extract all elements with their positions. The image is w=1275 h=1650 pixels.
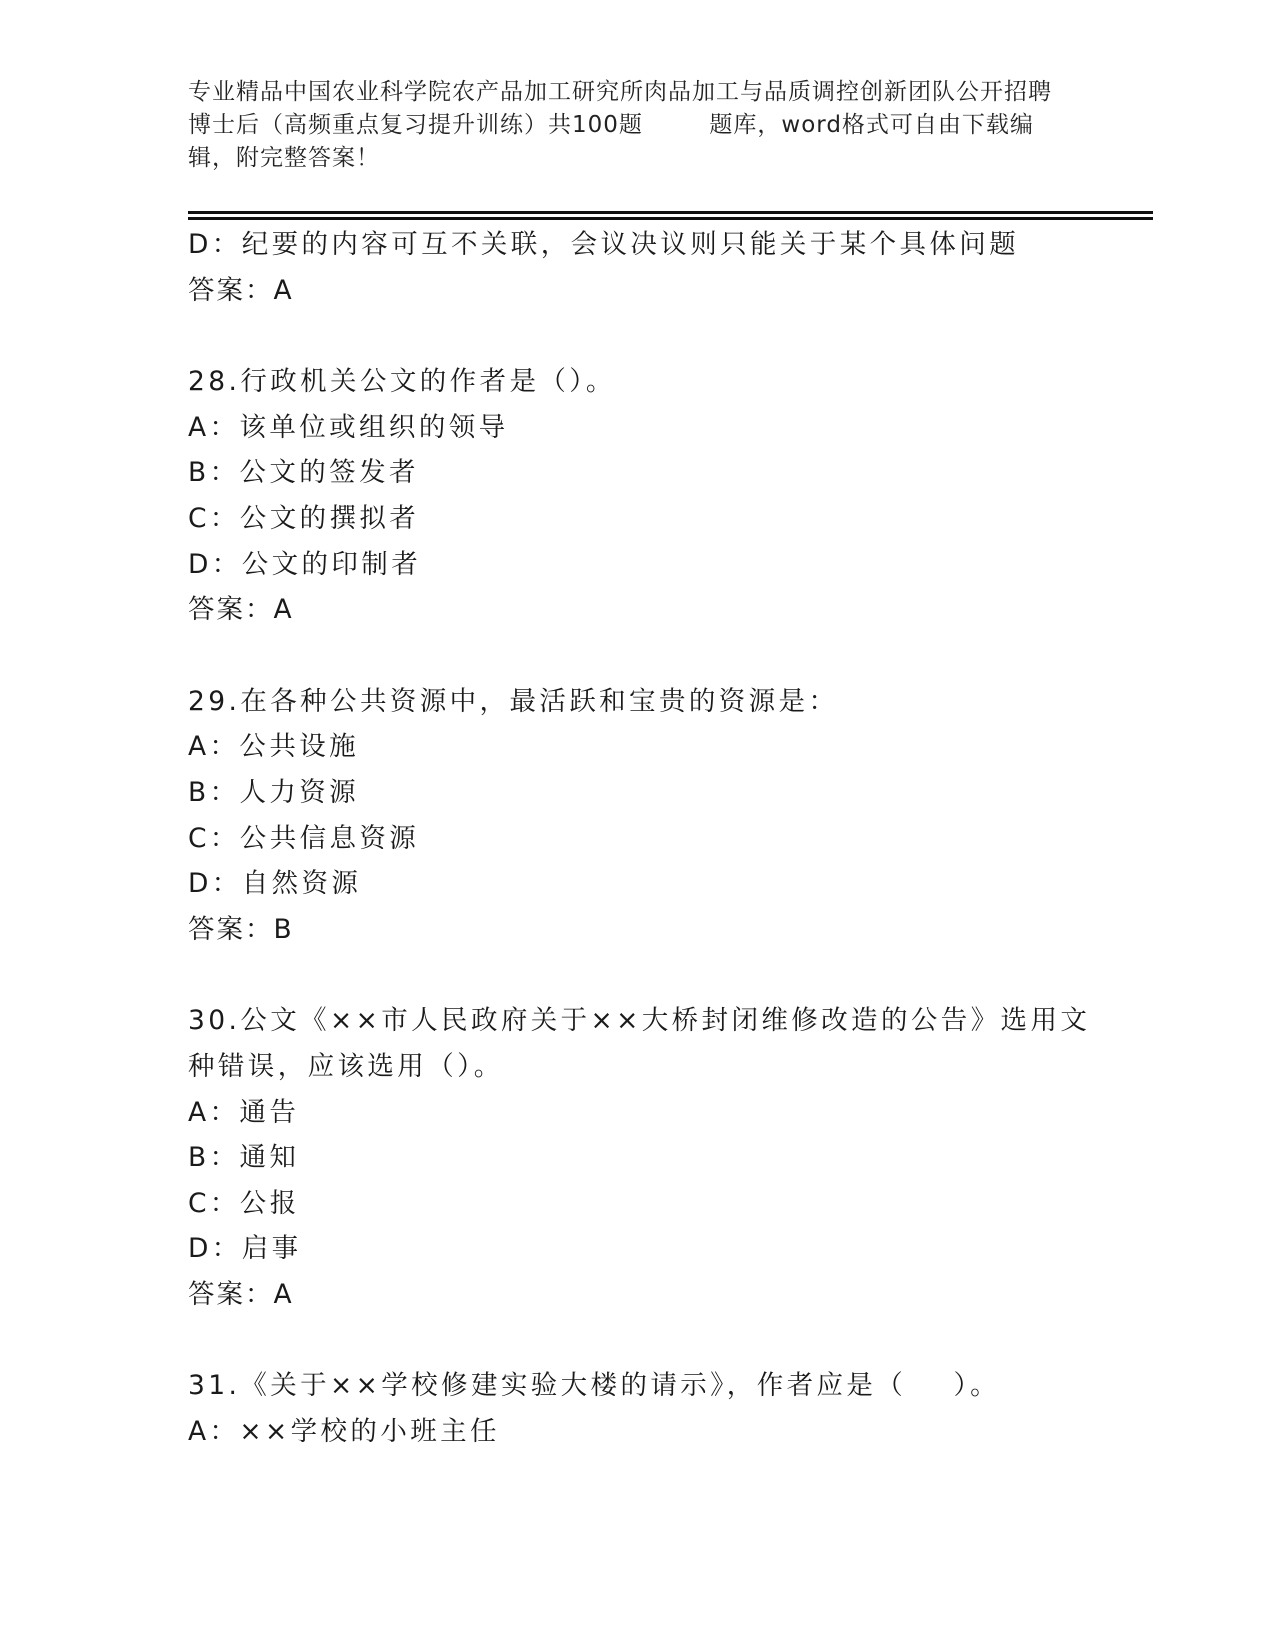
question-text-line-2: 种错误，应该选用（）。 [188,1050,504,1082]
header-divider-top [188,211,1153,214]
answer-line: 答案：B [188,913,294,945]
option-b: B：人力资源 [188,776,360,808]
option-c: C：公共信息资源 [188,822,420,854]
answer-line: 答案：A [188,274,294,306]
header-divider-bottom [188,217,1153,220]
option-b: B：通知 [188,1142,300,1174]
question-block-28 [188,359,1118,633]
question-text-line-1: 30.公文《××市人民政府关于××大桥封闭维修改造的公告》选用文 [188,1005,1091,1037]
document-header [188,76,1088,175]
question-text: 31.《关于××学校修建实验大楼的请示》，作者应是（ ）。 [188,1370,1001,1402]
option-a: A：通告 [188,1096,300,1128]
option-d: D：纪要的内容可互不关联，会议决议则只能关于某个具体问题 [188,229,1020,260]
question-text: 28.行政机关公文的作者是（）。 [188,366,616,398]
option-c: C：公报 [188,1187,300,1219]
question-text: 29.在各种公共资源中，最活跃和宝贵的资源是： [188,685,839,717]
header-line-2: 博士后（高频重点复习提升训练）共100题 题库，word格式可自由下载编 [188,112,1034,138]
question-block-29 [188,679,1118,953]
header-line-3: 辑，附完整答案！ [188,145,380,171]
answer-line: 答案：A [188,594,294,626]
question-list [188,222,1118,1455]
question-block-30 [188,998,1118,1317]
option-a: A：××学校的小班主任 [188,1416,500,1448]
question-block-31 [188,1363,1118,1454]
option-d: D：启事 [188,1233,302,1265]
header-line-1: 专业精品中国农业科学院农产品加工研究所肉品加工与品质调控创新团队公开招聘 [188,79,1052,105]
answer-line: 答案：A [188,1278,294,1310]
option-d: D：公文的印制者 [188,548,422,580]
option-a: A：公共设施 [188,731,360,763]
option-c: C：公文的撰拟者 [188,502,420,534]
option-d: D：自然资源 [188,868,362,900]
question-block-prev [188,222,1118,313]
option-b: B：公文的签发者 [188,457,419,489]
option-a: A：该单位或组织的领导 [188,411,509,443]
